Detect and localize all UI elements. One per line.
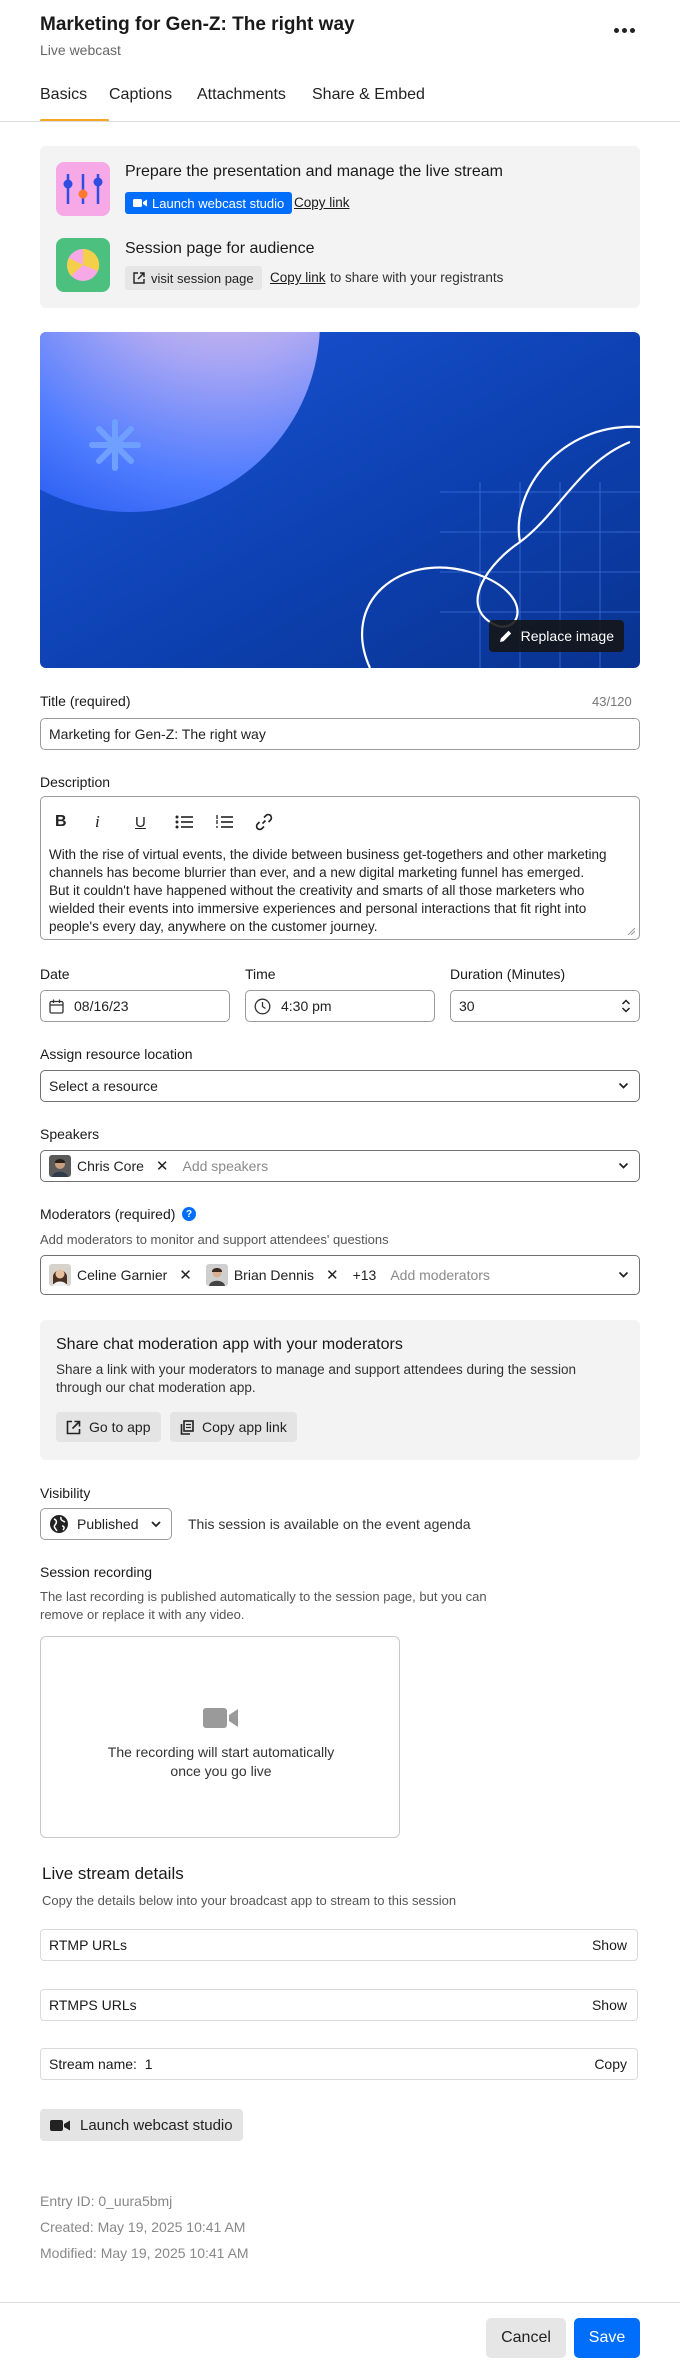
video-camera-icon xyxy=(203,1706,239,1730)
tab-basics[interactable]: Basics xyxy=(40,84,109,122)
time-value: 4:30 pm xyxy=(281,998,332,1014)
moderator-name: Brian Dennis xyxy=(233,1267,314,1283)
copy-app-link-button[interactable] xyxy=(170,1412,297,1442)
moderators-more-count[interactable]: +13 xyxy=(352,1267,377,1283)
stepper-arrows-icon[interactable] xyxy=(621,998,631,1014)
title-label: Title (required) xyxy=(40,693,131,709)
chevron-down-icon xyxy=(618,1082,629,1090)
description-label: Description xyxy=(40,774,111,790)
page-title: Marketing for Gen-Z: The right way xyxy=(40,14,355,35)
time-input[interactable] xyxy=(245,990,435,1022)
chevron-down-icon xyxy=(151,1521,161,1528)
moderator-name: Celine Garnier xyxy=(77,1267,168,1283)
calendar-icon xyxy=(49,999,64,1014)
session-page-heading: Session page for audience xyxy=(125,240,315,257)
stream-name-value: 1 xyxy=(144,2056,153,2072)
bold-button[interactable]: B xyxy=(55,813,67,830)
avatar xyxy=(49,1264,71,1286)
launch-studio-button[interactable] xyxy=(125,192,292,214)
editor-toolbar xyxy=(55,811,295,833)
modified-date: Modified: May 19, 2025 10:41 AM xyxy=(40,2245,249,2261)
visibility-select[interactable] xyxy=(40,1508,172,1540)
time-label: Time xyxy=(245,966,276,982)
speaker-chip xyxy=(49,1155,168,1177)
resource-value: Select a resource xyxy=(49,1078,158,1094)
copy-session-link-suffix: to share with your registrants xyxy=(330,270,504,285)
session-page-icon xyxy=(56,238,110,292)
avatar xyxy=(49,1155,71,1177)
copy-session-link[interactable]: Copy link xyxy=(270,270,326,285)
rtmp-urls-row xyxy=(40,1929,638,1961)
cancel-button[interactable]: Cancel xyxy=(486,2318,566,2358)
add-moderators-placeholder[interactable]: Add moderators xyxy=(390,1267,490,1283)
studio-heading: Prepare the presentation and manage the live stream xyxy=(125,163,504,180)
avatar xyxy=(206,1264,228,1286)
more-options-button[interactable] xyxy=(604,18,644,42)
clock-icon xyxy=(254,998,271,1015)
replace-image-label: Replace image xyxy=(520,628,614,644)
duration-value: 30 xyxy=(459,998,475,1014)
chevron-down-icon xyxy=(618,1271,629,1279)
footer-divider xyxy=(0,2302,680,2303)
page-subtitle: Live webcast xyxy=(40,42,121,58)
bullet-list-icon xyxy=(175,815,193,829)
copy-stream-name-button[interactable]: Copy xyxy=(594,2056,627,2072)
rtmps-show-button[interactable]: Show xyxy=(591,1997,627,2013)
rtmps-urls-row xyxy=(40,1989,638,2021)
replace-image-button[interactable] xyxy=(489,620,624,652)
external-link-icon xyxy=(133,272,145,284)
title-input[interactable]: Marketing for Gen-Z: The right way xyxy=(40,718,640,750)
description-editor[interactable] xyxy=(40,796,640,940)
remove-moderator-icon[interactable]: ✕ xyxy=(326,1267,339,1284)
recording-label: Session recording xyxy=(40,1564,153,1580)
rtmp-urls-label: RTMP URLs xyxy=(49,1937,128,1953)
copy-app-link-label: Copy app link xyxy=(202,1419,287,1435)
live-stream-heading: Live stream details xyxy=(42,1864,184,1883)
moderation-app-card xyxy=(40,1320,640,1460)
remove-speaker-icon[interactable]: ✕ xyxy=(155,1158,169,1175)
external-link-icon xyxy=(66,1420,81,1435)
resize-grip-icon[interactable] xyxy=(627,927,635,935)
more-horizontal-icon xyxy=(614,28,619,33)
link-icon xyxy=(255,813,273,831)
go-to-app-button[interactable] xyxy=(56,1412,161,1442)
moderators-select[interactable] xyxy=(40,1255,640,1295)
stream-name-label: Stream name: xyxy=(49,2056,137,2072)
launch-webcast-studio-button[interactable] xyxy=(40,2109,243,2141)
tab-share-embed[interactable]: Share & Embed xyxy=(312,86,425,103)
speaker-name: Chris Core xyxy=(77,1158,144,1174)
tab-bar xyxy=(40,84,432,122)
chevron-down-icon xyxy=(618,1162,629,1170)
date-value: 08/16/23 xyxy=(74,998,129,1014)
moderator-chip xyxy=(206,1264,339,1286)
tab-captions[interactable]: Captions xyxy=(109,86,173,103)
add-speakers-placeholder[interactable]: Add speakers xyxy=(182,1158,269,1174)
duration-label: Duration (Minutes) xyxy=(450,966,566,982)
rtmp-show-button[interactable]: Show xyxy=(591,1937,627,1953)
recording-box-text: The recording will start automatically once you go live xyxy=(107,1744,335,1779)
launch-webcast-studio-label: Launch webcast studio xyxy=(80,2116,233,2134)
launch-card xyxy=(40,146,640,308)
video-camera-icon xyxy=(50,2119,70,2132)
remove-moderator-icon[interactable]: ✕ xyxy=(179,1267,192,1284)
video-camera-icon xyxy=(133,198,147,208)
resource-label: Assign resource location xyxy=(40,1046,193,1062)
session-banner-image xyxy=(40,332,640,668)
description-text: With the rise of virtual events, the divide between business get-togethers and other marketing channels has become blurrier than ever, and a new digital marketing funnel has emerged. But it couldn't have happened without the creativity and smarts of all those marketers who wielded their events into immersive experiences and personal interactions that fit right into people's every day, anywhere on the customer journey. xyxy=(49,847,607,934)
stream-name-row xyxy=(40,2048,638,2080)
moderators-label: Moderators (required) xyxy=(40,1206,176,1222)
recording-help: The last recording is published automatically to the session page, but you can remove or replace it with any video. xyxy=(40,1589,487,1622)
moderator-chip xyxy=(49,1264,192,1286)
help-icon[interactable]: ? xyxy=(182,1207,196,1221)
copy-studio-link[interactable]: Copy link xyxy=(294,195,350,210)
visibility-note: This session is available on the event agenda xyxy=(188,1516,471,1532)
moderators-help: Add moderators to monitor and support attendees' questions xyxy=(40,1232,389,1247)
speakers-select[interactable] xyxy=(40,1150,640,1182)
studio-app-icon xyxy=(56,162,110,216)
moderation-app-text: Share a link with your moderators to manage and support attendees during the session through our chat moderation app. xyxy=(56,1362,577,1395)
globe-icon xyxy=(49,1514,69,1534)
numbered-list-icon xyxy=(215,815,233,829)
entry-id: Entry ID: 0_uura5bmj xyxy=(40,2193,173,2209)
duration-stepper[interactable] xyxy=(450,990,640,1022)
bullet-list-button[interactable] xyxy=(175,811,215,833)
link-button[interactable] xyxy=(255,811,295,833)
save-button[interactable]: Save xyxy=(574,2318,640,2358)
copy-icon xyxy=(180,1420,194,1435)
go-to-app-label: Go to app xyxy=(89,1419,151,1435)
visit-session-page-label: visit session page xyxy=(151,270,254,286)
numbered-list-button[interactable] xyxy=(215,811,255,833)
tab-attachments[interactable]: Attachments xyxy=(197,86,286,103)
pencil-icon xyxy=(499,629,513,643)
recording-placeholder-box xyxy=(40,1636,400,1838)
visibility-label: Visibility xyxy=(40,1485,91,1501)
live-stream-help: Copy the details below into your broadcast app to stream to this session xyxy=(42,1893,457,1908)
speakers-label: Speakers xyxy=(40,1126,100,1142)
title-char-counter: 43/120 xyxy=(592,694,632,709)
underline-button[interactable]: U xyxy=(135,813,146,831)
created-date: Created: May 19, 2025 10:41 AM xyxy=(40,2219,246,2235)
tabs-divider xyxy=(0,121,680,122)
date-label: Date xyxy=(40,966,70,982)
visit-session-page-button[interactable] xyxy=(125,266,262,290)
resource-select[interactable] xyxy=(40,1070,640,1102)
launch-studio-label: Launch webcast studio xyxy=(152,195,285,211)
visibility-value: Published xyxy=(77,1516,139,1532)
date-input[interactable] xyxy=(40,990,230,1022)
rtmps-urls-label: RTMPS URLs xyxy=(49,1997,137,2013)
italic-button[interactable]: i xyxy=(95,812,100,831)
moderation-app-heading: Share chat moderation app with your moderators xyxy=(56,1336,403,1353)
